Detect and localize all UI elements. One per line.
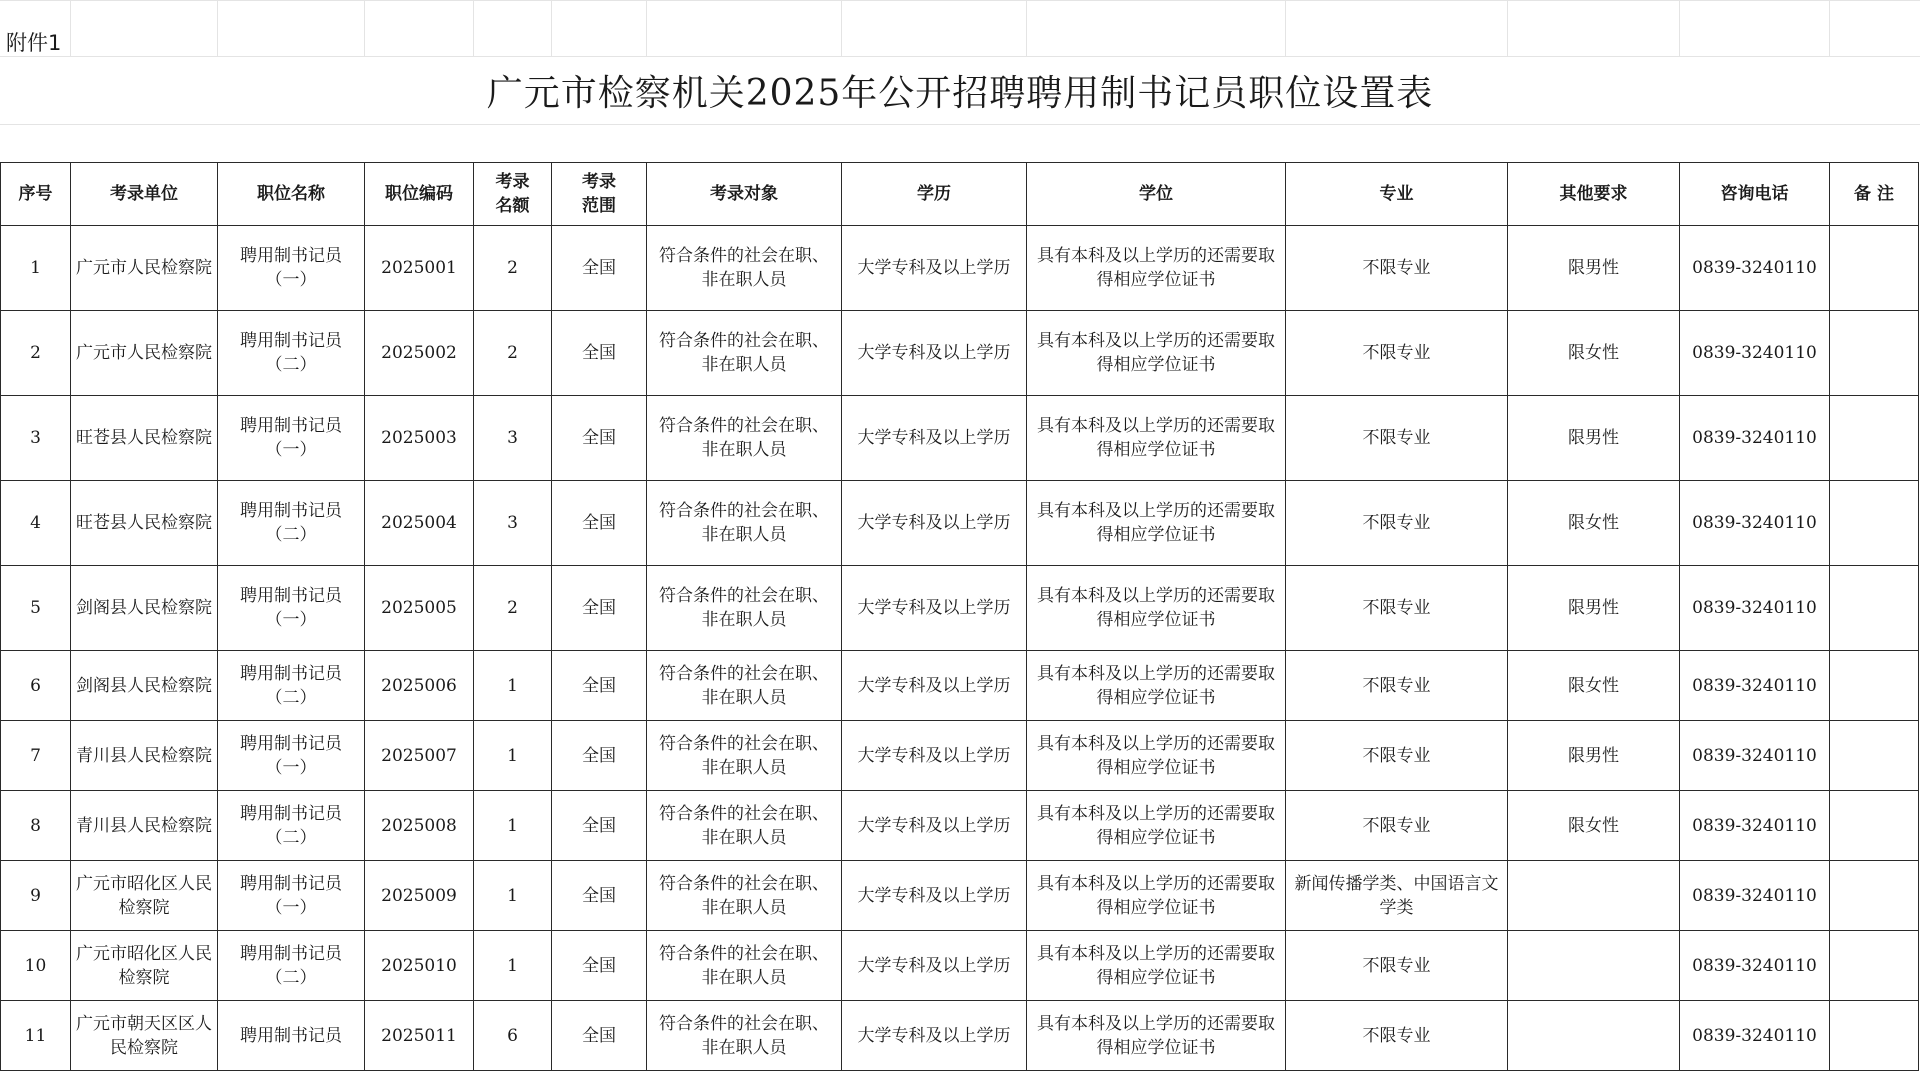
cell-position-name: 聘用制书记员（一） (218, 861, 365, 931)
cell-phone: 0839-3240110 (1680, 931, 1830, 1001)
cell-education: 大学专科及以上学历 (842, 226, 1027, 311)
table-row (1, 721, 1919, 791)
cell-major: 新闻传播学类、中国语言文学类 (1286, 861, 1508, 931)
cell-unit: 广元市昭化区人民检察院 (71, 931, 218, 1001)
cell-unit: 青川县人民检察院 (71, 721, 218, 791)
cell-scope: 全国 (552, 861, 647, 931)
cell-quota: 6 (474, 1001, 552, 1071)
cell-index: 3 (1, 396, 71, 481)
table-header-row (1, 163, 1919, 226)
cell-target: 符合条件的社会在职、非在职人员 (647, 396, 842, 481)
cell-scope: 全国 (552, 396, 647, 481)
cell-quota: 1 (474, 721, 552, 791)
cell-education: 大学专科及以上学历 (842, 1001, 1027, 1071)
cell-degree: 具有本科及以上学历的还需要取得相应学位证书 (1027, 721, 1286, 791)
header-position-name: 职位名称 (218, 163, 365, 226)
cell-position-code: 2025008 (365, 791, 474, 861)
cell-other: 限男性 (1508, 226, 1680, 311)
cell-position-code: 2025001 (365, 226, 474, 311)
cell-position-name: 聘用制书记员（二） (218, 481, 365, 566)
cell-phone: 0839-3240110 (1680, 311, 1830, 396)
cell-index: 10 (1, 931, 71, 1001)
cell-target: 符合条件的社会在职、非在职人员 (647, 721, 842, 791)
cell-index: 11 (1, 1001, 71, 1071)
cell-degree: 具有本科及以上学历的还需要取得相应学位证书 (1027, 481, 1286, 566)
cell-other: 限男性 (1508, 721, 1680, 791)
cell-major: 不限专业 (1286, 721, 1508, 791)
cell-unit: 剑阁县人民检察院 (71, 651, 218, 721)
cell-position-name: 聘用制书记员（一） (218, 396, 365, 481)
cell-scope: 全国 (552, 931, 647, 1001)
cell-target: 符合条件的社会在职、非在职人员 (647, 861, 842, 931)
cell-index: 1 (1, 226, 71, 311)
cell-position-name: 聘用制书记员 (218, 1001, 365, 1071)
cell-index: 8 (1, 791, 71, 861)
cell-other: 限女性 (1508, 311, 1680, 396)
cell-remarks (1830, 481, 1919, 566)
cell-major: 不限专业 (1286, 481, 1508, 566)
attachment-label: 附件1 (6, 30, 65, 56)
cell-index: 7 (1, 721, 71, 791)
header-quota: 考录名额 (474, 163, 552, 226)
cell-phone: 0839-3240110 (1680, 481, 1830, 566)
cell-target: 符合条件的社会在职、非在职人员 (647, 1001, 842, 1071)
cell-degree: 具有本科及以上学历的还需要取得相应学位证书 (1027, 791, 1286, 861)
cell-scope: 全国 (552, 226, 647, 311)
header-other: 其他要求 (1508, 163, 1680, 226)
cell-quota: 1 (474, 791, 552, 861)
cell-major: 不限专业 (1286, 791, 1508, 861)
table-row (1, 1001, 1919, 1071)
cell-quota: 1 (474, 931, 552, 1001)
cell-position-code: 2025004 (365, 481, 474, 566)
cell-position-code: 2025007 (365, 721, 474, 791)
cell-major: 不限专业 (1286, 226, 1508, 311)
cell-scope: 全国 (552, 566, 647, 651)
cell-degree: 具有本科及以上学历的还需要取得相应学位证书 (1027, 566, 1286, 651)
cell-position-code: 2025009 (365, 861, 474, 931)
cell-remarks (1830, 931, 1919, 1001)
cell-unit: 旺苍县人民检察院 (71, 396, 218, 481)
cell-position-name: 聘用制书记员（一） (218, 226, 365, 311)
cell-phone: 0839-3240110 (1680, 396, 1830, 481)
cell-position-code: 2025002 (365, 311, 474, 396)
cell-major: 不限专业 (1286, 1001, 1508, 1071)
cell-position-name: 聘用制书记员（二） (218, 931, 365, 1001)
cell-major: 不限专业 (1286, 396, 1508, 481)
header-phone: 咨询电话 (1680, 163, 1830, 226)
cell-education: 大学专科及以上学历 (842, 481, 1027, 566)
cell-position-name: 聘用制书记员（二） (218, 311, 365, 396)
table-row (1, 396, 1919, 481)
cell-index: 2 (1, 311, 71, 396)
table-row (1, 791, 1919, 861)
cell-scope: 全国 (552, 311, 647, 396)
cell-other: 限女性 (1508, 791, 1680, 861)
cell-phone: 0839-3240110 (1680, 566, 1830, 651)
cell-phone: 0839-3240110 (1680, 226, 1830, 311)
cell-scope: 全国 (552, 721, 647, 791)
cell-quota: 1 (474, 861, 552, 931)
cell-other (1508, 931, 1680, 1001)
cell-target: 符合条件的社会在职、非在职人员 (647, 481, 842, 566)
cell-education: 大学专科及以上学历 (842, 566, 1027, 651)
table-row (1, 226, 1919, 311)
header-scope: 考录范围 (552, 163, 647, 226)
cell-scope: 全国 (552, 481, 647, 566)
cell-education: 大学专科及以上学历 (842, 396, 1027, 481)
cell-position-code: 2025005 (365, 566, 474, 651)
header-index: 序号 (1, 163, 71, 226)
cell-remarks (1830, 226, 1919, 311)
cell-degree: 具有本科及以上学历的还需要取得相应学位证书 (1027, 311, 1286, 396)
cell-degree: 具有本科及以上学历的还需要取得相应学位证书 (1027, 861, 1286, 931)
cell-target: 符合条件的社会在职、非在职人员 (647, 226, 842, 311)
cell-education: 大学专科及以上学历 (842, 931, 1027, 1001)
cell-unit: 广元市昭化区人民检察院 (71, 861, 218, 931)
cell-other (1508, 861, 1680, 931)
cell-degree: 具有本科及以上学历的还需要取得相应学位证书 (1027, 931, 1286, 1001)
cell-degree: 具有本科及以上学历的还需要取得相应学位证书 (1027, 1001, 1286, 1071)
cell-scope: 全国 (552, 791, 647, 861)
cell-remarks (1830, 651, 1919, 721)
cell-remarks (1830, 311, 1919, 396)
cell-degree: 具有本科及以上学历的还需要取得相应学位证书 (1027, 396, 1286, 481)
cell-major: 不限专业 (1286, 311, 1508, 396)
cell-education: 大学专科及以上学历 (842, 311, 1027, 396)
cell-other: 限男性 (1508, 396, 1680, 481)
header-remarks: 备 注 (1830, 163, 1919, 226)
cell-degree: 具有本科及以上学历的还需要取得相应学位证书 (1027, 226, 1286, 311)
cell-remarks (1830, 721, 1919, 791)
cell-education: 大学专科及以上学历 (842, 651, 1027, 721)
table-row (1, 311, 1919, 396)
cell-unit: 广元市人民检察院 (71, 311, 218, 396)
table-row (1, 861, 1919, 931)
cell-education: 大学专科及以上学历 (842, 861, 1027, 931)
cell-scope: 全国 (552, 651, 647, 721)
cell-index: 4 (1, 481, 71, 566)
cell-quota: 2 (474, 566, 552, 651)
header-education: 学历 (842, 163, 1027, 226)
cell-position-code: 2025006 (365, 651, 474, 721)
cell-position-name: 聘用制书记员（二） (218, 651, 365, 721)
cell-index: 5 (1, 566, 71, 651)
cell-unit: 广元市人民检察院 (71, 226, 218, 311)
cell-other: 限女性 (1508, 481, 1680, 566)
cell-position-name: 聘用制书记员（一） (218, 721, 365, 791)
cell-phone: 0839-3240110 (1680, 861, 1830, 931)
cell-quota: 2 (474, 311, 552, 396)
cell-remarks (1830, 1001, 1919, 1071)
cell-phone: 0839-3240110 (1680, 651, 1830, 721)
positions-table (0, 162, 1919, 1071)
cell-quota: 3 (474, 396, 552, 481)
header-unit: 考录单位 (71, 163, 218, 226)
page-title: 广元市检察机关2025年公开招聘聘用制书记员职位设置表 (486, 73, 1434, 114)
header-degree: 学位 (1027, 163, 1286, 226)
cell-index: 9 (1, 861, 71, 931)
cell-phone: 0839-3240110 (1680, 1001, 1830, 1071)
table-row (1, 651, 1919, 721)
cell-other (1508, 1001, 1680, 1071)
cell-unit: 剑阁县人民检察院 (71, 566, 218, 651)
cell-quota: 3 (474, 481, 552, 566)
header-position-code: 职位编码 (365, 163, 474, 226)
cell-unit: 旺苍县人民检察院 (71, 481, 218, 566)
cell-other: 限男性 (1508, 566, 1680, 651)
cell-target: 符合条件的社会在职、非在职人员 (647, 931, 842, 1001)
cell-quota: 2 (474, 226, 552, 311)
cell-position-name: 聘用制书记员（二） (218, 791, 365, 861)
table-row (1, 481, 1919, 566)
cell-education: 大学专科及以上学历 (842, 721, 1027, 791)
cell-remarks (1830, 861, 1919, 931)
cell-remarks (1830, 566, 1919, 651)
cell-unit: 青川县人民检察院 (71, 791, 218, 861)
cell-phone: 0839-3240110 (1680, 791, 1830, 861)
cell-remarks (1830, 791, 1919, 861)
cell-degree: 具有本科及以上学历的还需要取得相应学位证书 (1027, 651, 1286, 721)
cell-position-code: 2025011 (365, 1001, 474, 1071)
cell-major: 不限专业 (1286, 931, 1508, 1001)
cell-target: 符合条件的社会在职、非在职人员 (647, 651, 842, 721)
cell-scope: 全国 (552, 1001, 647, 1071)
table-row (1, 931, 1919, 1001)
cell-quota: 1 (474, 651, 552, 721)
cell-unit: 广元市朝天区区人民检察院 (71, 1001, 218, 1071)
cell-other: 限女性 (1508, 651, 1680, 721)
cell-major: 不限专业 (1286, 566, 1508, 651)
cell-major: 不限专业 (1286, 651, 1508, 721)
header-target: 考录对象 (647, 163, 842, 226)
cell-index: 6 (1, 651, 71, 721)
cell-phone: 0839-3240110 (1680, 721, 1830, 791)
cell-position-name: 聘用制书记员（一） (218, 566, 365, 651)
table-row (1, 566, 1919, 651)
header-major: 专业 (1286, 163, 1508, 226)
cell-position-code: 2025010 (365, 931, 474, 1001)
cell-target: 符合条件的社会在职、非在职人员 (647, 311, 842, 396)
cell-target: 符合条件的社会在职、非在职人员 (647, 566, 842, 651)
cell-target: 符合条件的社会在职、非在职人员 (647, 791, 842, 861)
cell-education: 大学专科及以上学历 (842, 791, 1027, 861)
cell-position-code: 2025003 (365, 396, 474, 481)
cell-remarks (1830, 396, 1919, 481)
